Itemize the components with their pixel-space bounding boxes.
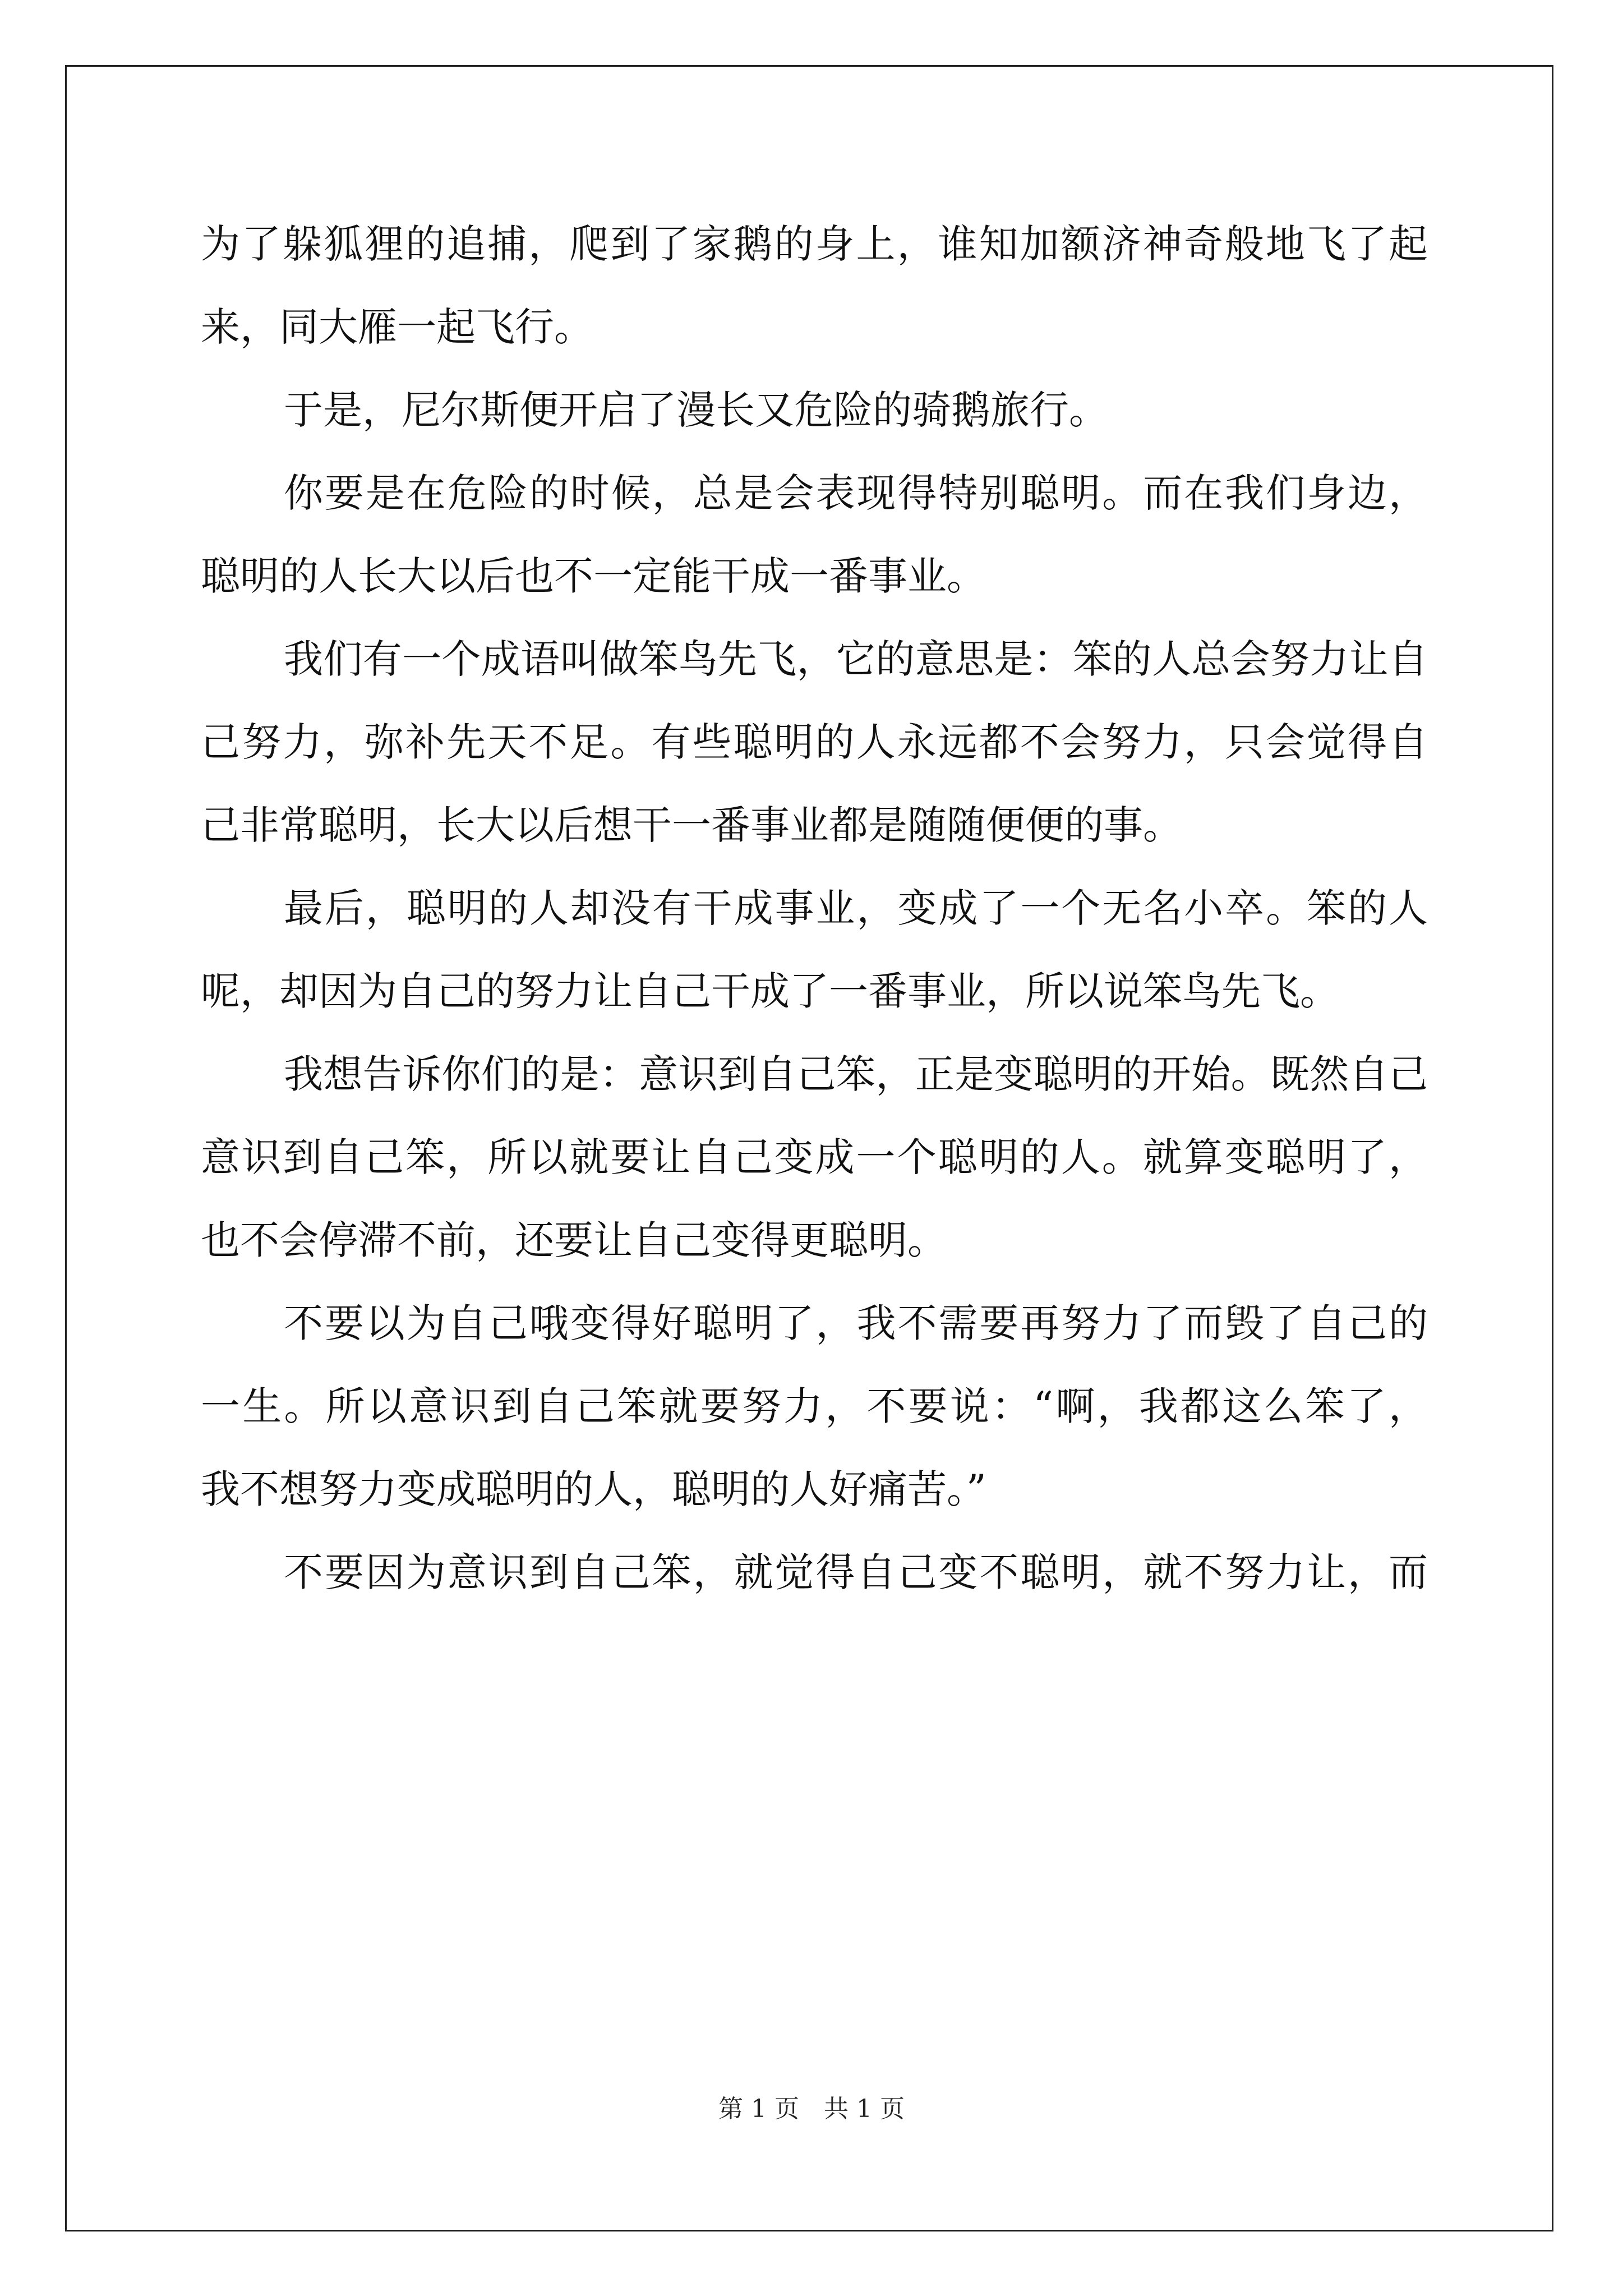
text-line: 也不会停滞不前，还要让自己变得更聪明。	[201, 1217, 947, 1263]
text-line: 你要是在危险的时候，总是会表现得特别聪明。而在我们身边，	[284, 470, 1428, 516]
page-number: 第 1 页 共 1 页	[718, 2095, 905, 2123]
text-line: 己非常聪明，长大以后想干一番事业都是随随便便的事。	[201, 802, 1182, 848]
text-line: 不要以为自己哦变得好聪明了，我不需要再努力了而毁了自己的	[284, 1300, 1428, 1346]
text-line: 我不想努力变成聪明的人，聪明的人好痛苦。”	[201, 1466, 986, 1512]
text-line: 己努力，弥补先天不足。有些聪明的人永远都不会努力，只会觉得自	[201, 719, 1428, 765]
text-line: 聪明的人长大以后也不一定能干成一番事业。	[201, 553, 986, 599]
text-line: 我想告诉你们的是：意识到自己笨，正是变聪明的开始。既然自己	[284, 1051, 1428, 1097]
text-line: 为了躲狐狸的追捕，爬到了家鹅的身上，谁知加额济神奇般地飞了起	[201, 221, 1428, 267]
text-line: 最后，聪明的人却没有干成事业，变成了一个无名小卒。笨的人	[284, 885, 1428, 931]
text-line: 我们有一个成语叫做笨鸟先飞，它的意思是：笨的人总会努力让自	[284, 636, 1428, 682]
text-line: 来，同大雁一起飞行。	[201, 304, 593, 350]
text-line: 不要因为意识到自己笨，就觉得自己变不聪明，就不努力让，而	[284, 1549, 1428, 1595]
text-line: 一生。所以意识到自己笨就要努力，不要说：“啊，我都这么笨了，	[201, 1383, 1428, 1429]
text-line: 于是，尼尔斯便开启了漫长又危险的骑鹅旅行。	[284, 387, 1108, 433]
text-line: 呢，却因为自己的努力让自己干成了一番事业，所以说笨鸟先飞。	[201, 968, 1339, 1014]
text-line: 意识到自己笨，所以就要让自己变成一个聪明的人。就算变聪明了，	[201, 1134, 1428, 1180]
